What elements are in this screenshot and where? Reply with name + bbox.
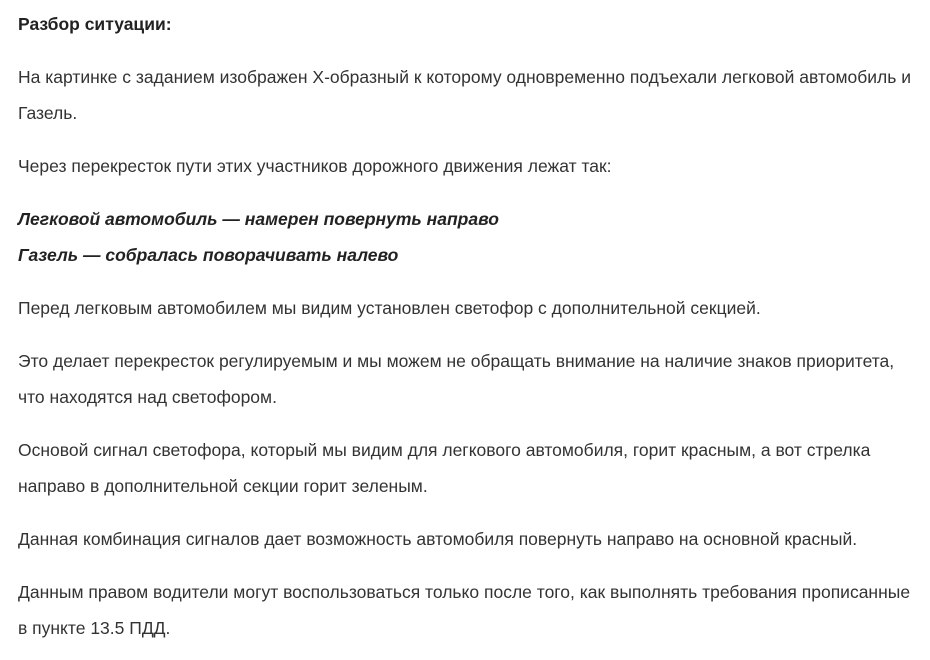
paragraph-regulated: Это делает перекресток регулируемым и мы можем не обращать внимание на наличие знаков приоритета, что находятся над светофором. — [18, 351, 895, 407]
paragraph-intro: На картинке с заданием изображен Х-образный к которому одновременно подъехали легковой автомобиль и Газель. — [18, 67, 912, 123]
paragraph-combination: Данная комбинация сигналов дает возможность автомобиля повернуть направо на основной красный. — [18, 529, 858, 549]
routes-list — [18, 201, 920, 273]
section-heading: Разбор ситуации: — [18, 14, 172, 34]
route-gazelle: Газель — собралась поворачивать налево — [18, 245, 399, 265]
route-car: Легковой автомобиль — намерен повернуть направо — [18, 209, 499, 229]
paragraph-rule: Данным правом водители могут воспользоваться только после того, как выполнять требования прописанные в пункте 13.5 ПДД. — [18, 582, 911, 638]
paragraph-routes: Через перекресток пути этих участников дорожного движения лежат так: — [18, 156, 612, 176]
paragraph-signal: Основой сигнал светофора, который мы видим для легкового автомобиля, горит красным, а вот стрелка направо в дополнительной секции горит зеленым. — [18, 440, 871, 496]
paragraph-traffic-light: Перед легковым автомобилем мы видим установлен светофор с дополнительной секцией. — [18, 298, 761, 318]
